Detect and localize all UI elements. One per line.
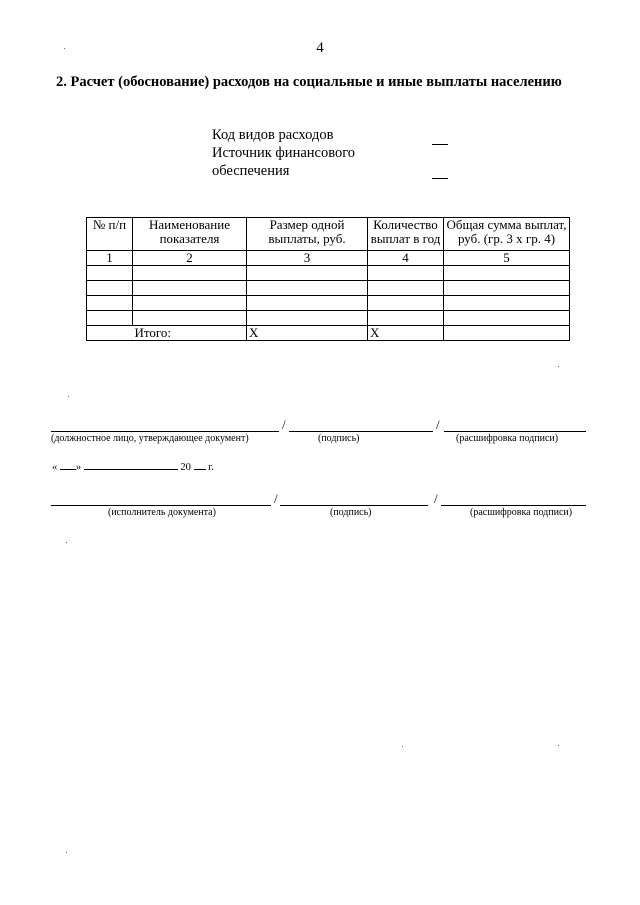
scan-speck [66,852,67,853]
header-payments-per-year: Количество выплат в год [368,218,444,251]
table-cell [368,311,444,326]
table-cell [368,296,444,311]
date-year-blank [194,460,206,470]
approver-position-line [51,431,279,432]
total-label: Итого: [133,326,247,341]
column-numbers-row [87,251,570,266]
approver-decoding-line [444,431,586,432]
scan-speck [64,48,65,49]
total-col3-mark: X [247,326,368,341]
column-number: 2 [133,251,247,266]
payments-calculation-table [86,217,570,341]
table-cell [444,311,570,326]
scan-speck [68,396,69,397]
header-indicator-name: Наименование показателя [133,218,247,251]
table-row [87,296,570,311]
table-cell [87,311,133,326]
table-cell [444,296,570,311]
table-cell [247,266,368,281]
expense-code-value-line [432,144,448,145]
column-number: 3 [247,251,368,266]
scan-speck [558,366,559,367]
table-cell [368,266,444,281]
table-header-row [87,218,570,251]
table-cell [133,311,247,326]
section-title: 2. Расчет (обоснование) расходов на социальные и иные выплаты населению [56,74,562,90]
signature-separator: / [274,491,278,506]
date-year-suffix: г. [208,462,214,473]
scan-speck [402,746,403,747]
signature-separator: / [436,417,440,432]
executor-position-line [51,505,271,506]
header-row-number: № п/п [87,218,133,251]
date-month-blank [84,460,178,470]
table-cell [133,281,247,296]
table-row [87,311,570,326]
table-cell [87,266,133,281]
funding-source-value-line [432,178,448,179]
approval-date-line [52,460,214,473]
table-cell [247,296,368,311]
funding-source-label-2: обеспечения [212,163,290,179]
total-amount-cell [444,326,570,341]
funding-source-label-1: Источник финансового [212,145,356,161]
approver-decoding-caption: (расшифровка подписи) [456,433,559,444]
table-row [87,281,570,296]
table-row [87,266,570,281]
approver-caption: (должностное лицо, утверждающее документ) [51,433,249,444]
scan-speck [558,745,559,746]
column-number: 4 [368,251,444,266]
date-open-quote: « [52,462,58,473]
table-cell [247,281,368,296]
table-cell [368,281,444,296]
table-cell [133,296,247,311]
approver-signature-line [289,431,433,432]
scan-speck [66,542,67,543]
table-cell [87,281,133,296]
executor-signature-line [280,505,428,506]
date-day-blank [60,460,76,470]
total-row [87,326,570,341]
table-cell [87,296,133,311]
table-cell [87,326,133,341]
table-cell [444,281,570,296]
table-cell [133,266,247,281]
expense-code-label: Код видов расходов [212,127,334,143]
page-number: 4 [316,40,324,56]
signature-separator: / [282,417,286,432]
signature-separator: / [434,491,438,506]
executor-signature-caption: (подпись) [330,507,372,518]
header-total-amount: Общая сумма выплат, руб. (гр. 3 х гр. 4) [444,218,570,251]
column-number: 5 [444,251,570,266]
column-number: 1 [87,251,133,266]
executor-decoding-line [441,505,586,506]
executor-decoding-caption: (расшифровка подписи) [470,507,573,518]
date-close-quote: » [75,462,82,473]
table-cell [444,266,570,281]
table-cell [247,311,368,326]
header-payment-size: Размер одной выплаты, руб. [247,218,368,251]
total-col4-mark: X [368,326,444,341]
executor-caption: (исполнитель документа) [108,507,216,518]
approver-signature-caption: (подпись) [318,433,360,444]
date-year-prefix: 20 [180,462,191,473]
